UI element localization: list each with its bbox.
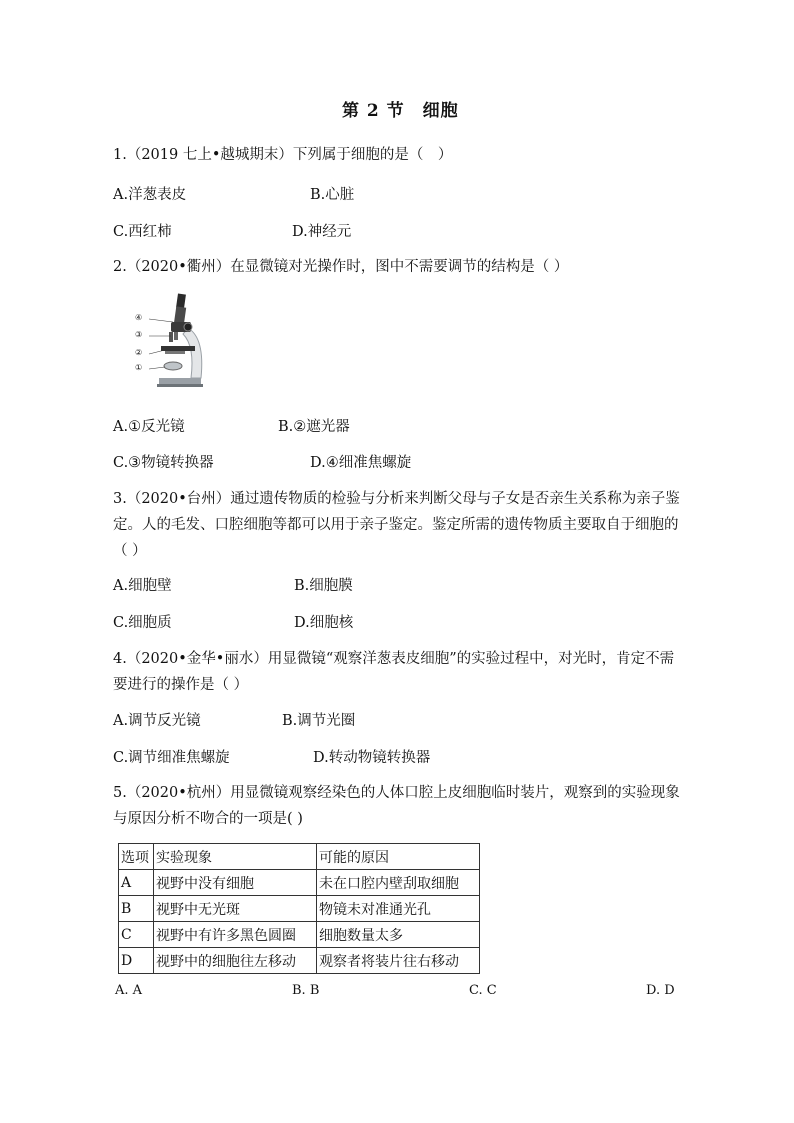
label-3: ③ [135,330,143,339]
question-2-stem: 2.（2020•衢州）在显微镜对光操作时，图中不需要调节的结构是（ ） [113,259,569,275]
table-header-cell: 选项 [119,844,154,870]
table-header-row [119,844,480,870]
label-4: ④ [135,313,143,322]
question-5-option-a: A. A [115,983,143,998]
table-cell: D [119,948,154,974]
question-1-stem: 1.（2019 七上•越城期末）下列属于细胞的是（ ） [113,147,453,163]
page-title: 第 2 节 细胞 [342,101,459,121]
question-2-option-b: B.②遮光器 [278,419,350,435]
table-row [119,896,480,922]
question-4-option-b: B.调节光圈 [282,713,356,729]
table-cell: 视野中的细胞往左移动 [154,948,317,974]
microscope-icon [133,290,213,390]
table-cell: 细胞数量太多 [317,922,480,948]
table-cell: 未在口腔内壁刮取细胞 [317,870,480,896]
question-1-option-d: D.神经元 [292,224,352,240]
question-4-option-a: A.调节反光镜 [113,713,201,729]
question-1-option-a: A.洋葱表皮 [113,187,187,203]
question-5-stem: 5.（2020•杭州）用显微镜观察经染色的人体口腔上皮细胞临时装片，观察到的实验现象与原因分析不吻合的一项是( ) [113,785,680,827]
table-header-cell: 实验现象 [154,844,317,870]
question-5-option-d: D. D [646,983,675,998]
question-3-option-a: A.细胞壁 [113,578,172,594]
table-cell: 视野中有许多黑色圆圈 [154,922,317,948]
table-row [119,870,480,896]
question-5-option-b: B. B [292,983,320,998]
question-5-table [118,843,480,974]
table-header-cell: 可能的原因 [317,844,480,870]
table-cell: C [119,922,154,948]
label-1: ① [135,363,143,372]
table-cell: A [119,870,154,896]
question-3-option-b: B.细胞膜 [294,578,353,594]
question-5-option-c: C. C [469,983,497,998]
question-1-option-b: B.心脏 [310,187,355,203]
question-3-stem: 3.（2020•台州）通过遗传物质的检验与分析来判断父母与子女是否亲生关系称为亲子鉴定。人的毛发、口腔细胞等都可以用于亲子鉴定。鉴定所需的遗传物质主要取自于细胞的（ ） [113,491,680,559]
question-4-option-d: D.转动物镜转换器 [313,750,431,766]
question-2-option-d: D.④细准焦螺旋 [310,455,412,471]
question-3-option-d: D.细胞核 [294,615,354,631]
table-row [119,922,480,948]
question-2-option-a: A.①反光镜 [113,419,185,435]
table-cell: B [119,896,154,922]
table-cell: 视野中没有细胞 [154,870,317,896]
table-cell: 视野中无光斑 [154,896,317,922]
question-3-option-c: C.细胞质 [113,615,172,631]
table-row [119,948,480,974]
table-cell: 物镜未对准通光孔 [317,896,480,922]
label-2: ② [135,348,143,357]
microscope-figure [133,290,213,390]
table-cell: 观察者将装片往右移动 [317,948,480,974]
question-4-option-c: C.调节细准焦螺旋 [113,750,230,766]
question-4-stem: 4.（2020•金华•丽水）用显微镜“观察洋葱表皮细胞”的实验过程中，对光时，肯定不需要进行的操作是（ ） [113,651,675,693]
question-2-option-c: C.③物镜转换器 [113,455,214,471]
question-1-option-c: C.西红柿 [113,224,172,240]
